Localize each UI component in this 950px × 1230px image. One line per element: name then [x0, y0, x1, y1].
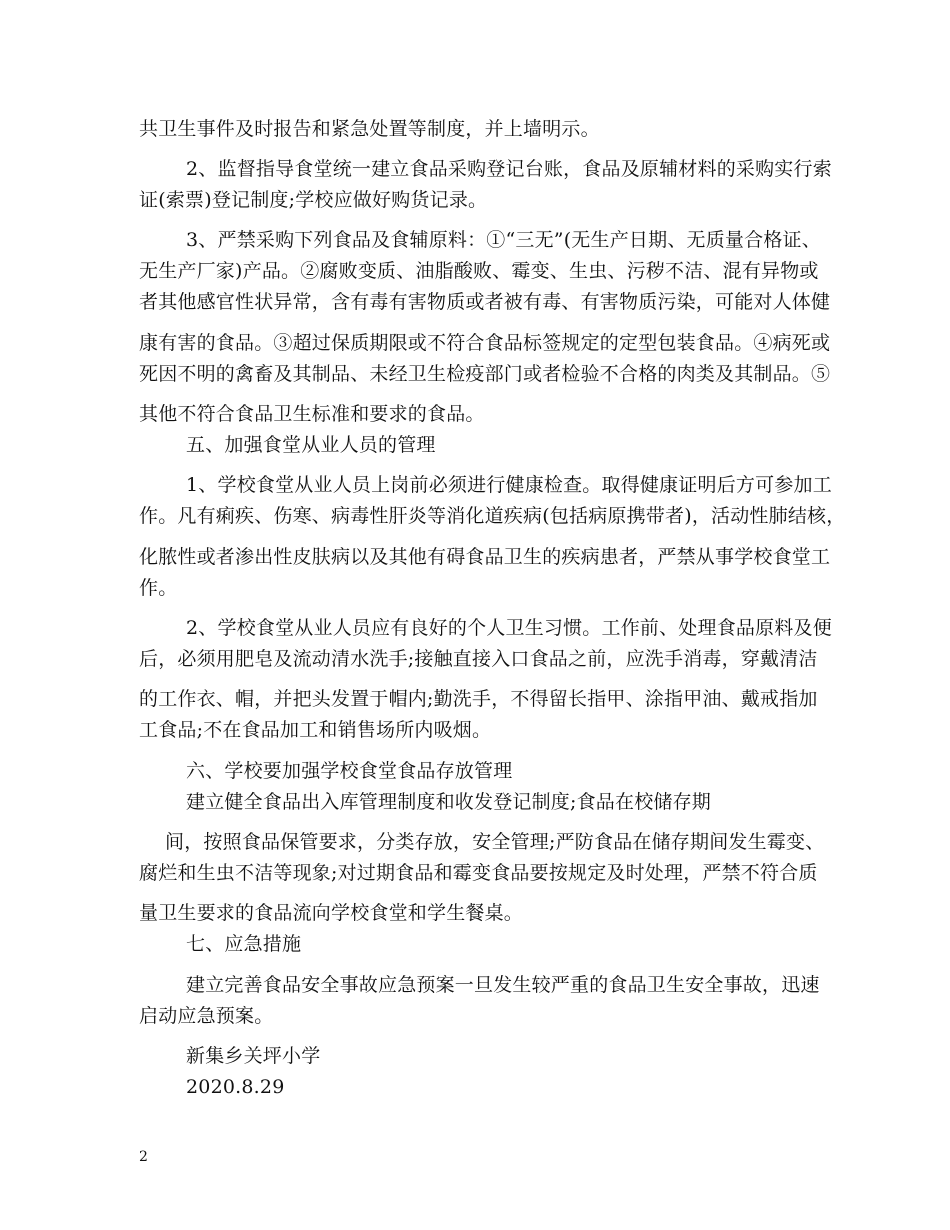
paragraph-line: 的工作衣、帽，并把头发置于帽内;勤洗手，不得留长指甲、涂指甲油、戴戒指加 — [139, 688, 818, 710]
paragraph-line: 作。凡有痢疾、伤寒、病毒性肝炎等消化道疾病(包括病原携带者)，活动性肺结核， — [139, 505, 846, 527]
paragraph-line: 死因不明的禽畜及其制品、未经卫生检疫部门或者检验不合格的肉类及其制品。⑤ — [139, 363, 831, 385]
signature-date: 2020.8.29 — [186, 1076, 285, 1098]
paragraph-line: 者其他感官性状异常，含有毒有害物质或者被有毒、有害物质污染，可能对人体健 — [139, 291, 831, 313]
paragraph-line: 建立完善食品安全事故应急预案一旦发生较严重的食品卫生安全事故，迅速 — [186, 974, 820, 996]
page-number: 2 — [139, 1149, 148, 1165]
section-heading: 六、学校要加强学校食堂食品存放管理 — [186, 760, 513, 782]
paragraph-line: 2、监督指导食堂统一建立食品采购登记台账，食品及原辅材料的采购实行索 — [186, 158, 832, 180]
section-heading: 七、应急措施 — [186, 933, 302, 955]
paragraph-line: 无生产厂家)产品。②腐败变质、油脂酸败、霉变、生虫、污秽不洁、混有异物或 — [139, 260, 819, 282]
paragraph-line: 间，按照食品保管要求，分类存放，安全管理;严防食品在储存期间发生霉变、 — [165, 831, 825, 853]
signature-school-name: 新集乡关坪小学 — [186, 1045, 321, 1067]
paragraph-line: 化脓性或者渗出性皮肤病以及其他有碍食品卫生的疾病患者，严禁从事学校食堂工 — [139, 546, 831, 568]
paragraph-line: 作。 — [139, 577, 178, 599]
paragraph-line: 3、严禁采购下列食品及食辅原料：①“三无”(无生产日期、无质量合格证、 — [186, 229, 821, 251]
paragraph-line: 1、学校食堂从业人员上岗前必须进行健康检查。取得健康证明后方可参加工 — [186, 474, 832, 496]
paragraph-line: 启动应急预案。 — [139, 1005, 274, 1027]
paragraph-line: 证(索票)登记制度;学校应做好购货记录。 — [139, 189, 488, 211]
paragraph-line: 工食品;不在食品加工和销售场所内吸烟。 — [139, 719, 492, 741]
paragraph-line: 其他不符合食品卫生标准和要求的食品。 — [139, 403, 485, 425]
paragraph-line: 2、学校食堂从业人员应有良好的个人卫生习惯。工作前、处理食品原料及便 — [186, 617, 832, 639]
paragraph-line: 建立健全食品出入库管理制度和收发登记制度;食品在校储存期 — [186, 791, 712, 813]
paragraph-line: 共卫生事件及时报告和紧急处置等制度，并上墙明示。 — [139, 118, 600, 140]
paragraph-line: 量卫生要求的食品流向学校食堂和学生餐桌。 — [139, 902, 524, 924]
paragraph-line: 后，必须用肥皂及流动清水洗手;接触直接入口食品之前，应洗手消毒，穿戴清洁 — [139, 648, 818, 670]
paragraph-line: 康有害的食品。③超过保质期限或不符合食品标签规定的定型包装食品。④病死或 — [139, 332, 831, 354]
paragraph-line: 腐烂和生虫不洁等现象;对过期食品和霉变食品要按规定及时处理，严禁不符合质 — [139, 862, 818, 884]
section-heading: 五、加强食堂从业人员的管理 — [186, 434, 436, 456]
